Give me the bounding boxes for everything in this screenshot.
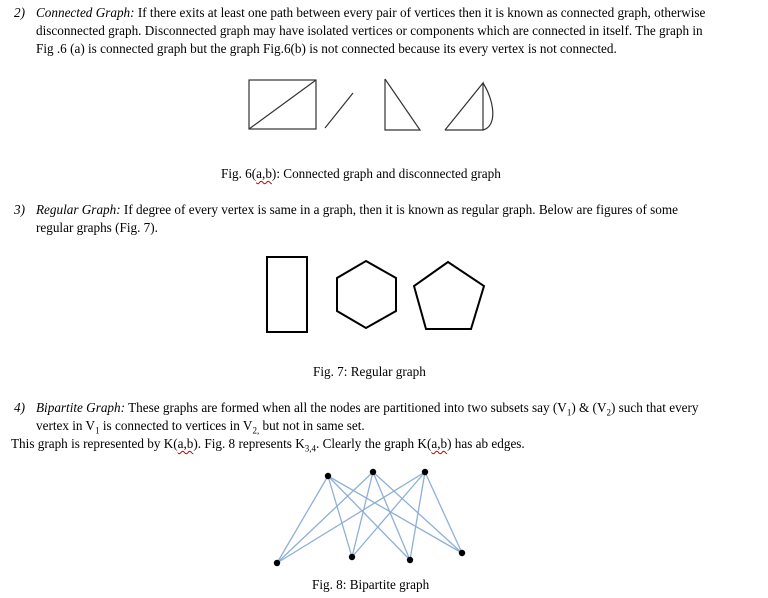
bipartite-edge xyxy=(352,472,373,557)
paragraph-text: Connected Graph: If there exits at least one path between every pair of vertices then it is known as connected graph, otherwise disconnected graph. Disconnected graph may have isolated vertices or components which are connected in itself. The graph in Fig .6 (a) is connected graph but the graph Fig.6(b) is not connected because its every vertex is not connected. xyxy=(36,5,706,56)
section-connected-graph xyxy=(14,4,736,60)
bipartite-edge xyxy=(277,472,425,563)
diagonal-edge xyxy=(249,80,316,129)
bipartite-edge xyxy=(425,472,462,553)
rectangle-regular-graph xyxy=(267,257,307,332)
bipartite-edge xyxy=(328,476,410,560)
bipartite-vertex xyxy=(407,557,413,563)
bipartite-line-3: This graph is represented by K(a,b). Fig. 8 represents $K_{3,4}$. Clearly the graph K(a,b) has ab edges. xyxy=(11,436,525,454)
rectangle-graph xyxy=(249,80,316,129)
bipartite-edge xyxy=(277,476,328,563)
bipartite-vertex xyxy=(459,550,465,556)
term-label: Bipartite Graph: xyxy=(36,400,126,415)
paragraph-text: Bipartite Graph: These graphs are formed when all the nodes are partitioned into two subsets say $(V_1)$ & $(V_2)$ such that every vertex in $V_1$ is connected to vertices in $V_{2,}$ but not in same set. xyxy=(36,400,699,436)
bipartite-vertex xyxy=(370,469,376,475)
section-regular-graph xyxy=(14,201,736,237)
figure-7-caption: Fig. 7: Regular graph xyxy=(313,364,426,379)
term-label: Regular Graph: xyxy=(36,202,121,217)
term-label: Connected Graph: xyxy=(36,5,135,20)
figure-8-caption: Fig. 8: Bipartite graph xyxy=(312,577,430,592)
bipartite-edge xyxy=(373,472,410,560)
pentagon-regular-graph xyxy=(414,262,484,329)
hexagon-regular-graph xyxy=(337,261,396,328)
section-bipartite-graph xyxy=(14,399,736,435)
bipartite-vertex xyxy=(422,469,428,475)
list-number: 2) xyxy=(14,5,25,20)
bipartite-edge xyxy=(410,472,425,560)
isolated-edge xyxy=(325,93,353,128)
list-number: 3) xyxy=(14,202,25,217)
bipartite-edge xyxy=(352,472,425,557)
list-number: 4) xyxy=(14,400,25,415)
bipartite-edge xyxy=(328,476,352,557)
bipartite-edge xyxy=(277,472,373,563)
paragraph-text: Regular Graph: If degree of every vertex is same in a graph, then it is known as regular graph. Below are figures of some regular graphs (Fig. 7). xyxy=(36,202,678,235)
bipartite-vertex xyxy=(349,554,355,560)
bipartite-edge xyxy=(328,476,462,553)
bipartite-vertex xyxy=(274,560,280,566)
bipartite-vertex xyxy=(325,473,331,479)
bipartite-edge xyxy=(373,472,462,553)
figure-6-caption: Fig. 6(a,b): Connected graph and disconnected graph xyxy=(221,166,501,181)
triangle-with-curve xyxy=(445,83,493,130)
triangle-graph xyxy=(385,79,420,130)
